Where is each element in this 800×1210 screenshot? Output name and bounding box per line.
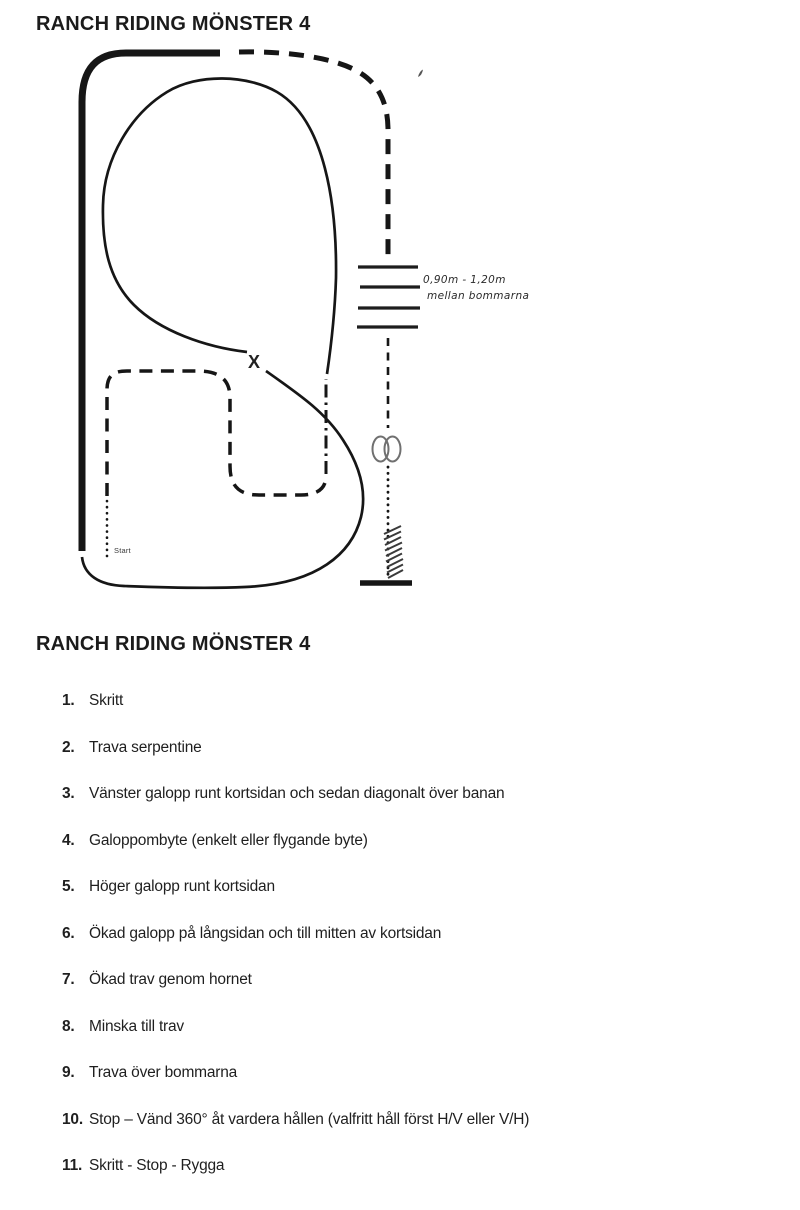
instruction-item <box>62 738 762 785</box>
list-title: RANCH RIDING MÖNSTER 4 <box>36 633 311 655</box>
instruction-text: Stop – Vänd 360° åt vardera hållen (valfritt håll först H/V eller V/H) <box>89 1110 530 1128</box>
instruction-item <box>62 1156 762 1203</box>
instruction-number: 10. <box>62 1110 83 1128</box>
backup-hatch-icon <box>384 526 403 578</box>
instruction-number: 11. <box>62 1157 83 1174</box>
instruction-number: 5. <box>62 878 75 895</box>
trot-poles <box>357 267 420 327</box>
instruction-item <box>62 1110 762 1157</box>
instruction-number: 1. <box>62 692 75 709</box>
instruction-text: Vänster galopp runt kortsidan och sedan diagonalt över banan <box>89 785 505 802</box>
instruction-text: Skritt - Stop - Rygga <box>89 1157 225 1174</box>
instruction-item <box>62 831 762 878</box>
instruction-item <box>62 924 762 971</box>
instruction-item <box>62 877 762 924</box>
pole-spacing-note-line1: 0,90m - 1,20m <box>423 274 506 286</box>
instruction-number: 3. <box>62 785 75 802</box>
instruction-text: Galoppombyte (enkelt eller flygande byte) <box>89 831 368 849</box>
lope-loop-line <box>103 78 336 374</box>
turn-360-circles-icon <box>373 437 401 462</box>
instruction-text: Skritt <box>89 692 124 709</box>
lope-bottom-line <box>82 371 363 588</box>
rail-thick-line <box>82 53 220 551</box>
instruction-number: 9. <box>62 1064 75 1081</box>
instruction-text: Ökad trav genom hornet <box>89 971 252 988</box>
instruction-text: Ökad galopp på långsidan och till mitten av kortsidan <box>89 924 442 942</box>
instruction-item <box>62 1063 762 1110</box>
instruction-item <box>62 784 762 831</box>
instruction-number: 4. <box>62 831 75 849</box>
page-title: RANCH RIDING MÖNSTER 4 <box>36 13 311 35</box>
instruction-text: Trava serpentine <box>89 738 202 756</box>
instruction-item <box>62 1017 762 1064</box>
crossing-x-label: X <box>248 352 261 372</box>
start-label: Start <box>114 546 131 555</box>
instruction-text: Trava över bommarna <box>89 1064 238 1081</box>
instruction-number: 8. <box>62 1017 75 1035</box>
instruction-number: 2. <box>62 738 75 756</box>
instruction-text: Minska till trav <box>89 1017 184 1035</box>
pole-spacing-note-line2: mellan bommarna <box>427 290 530 302</box>
instruction-list <box>62 691 762 1203</box>
instruction-number: 7. <box>62 971 75 988</box>
instruction-item <box>62 970 762 1017</box>
ink-speck <box>418 70 423 78</box>
instruction-item <box>62 691 762 738</box>
instruction-number: 6. <box>62 924 75 942</box>
corner-dashed-line <box>239 52 388 257</box>
instruction-text: Höger galopp runt kortsidan <box>89 878 275 895</box>
